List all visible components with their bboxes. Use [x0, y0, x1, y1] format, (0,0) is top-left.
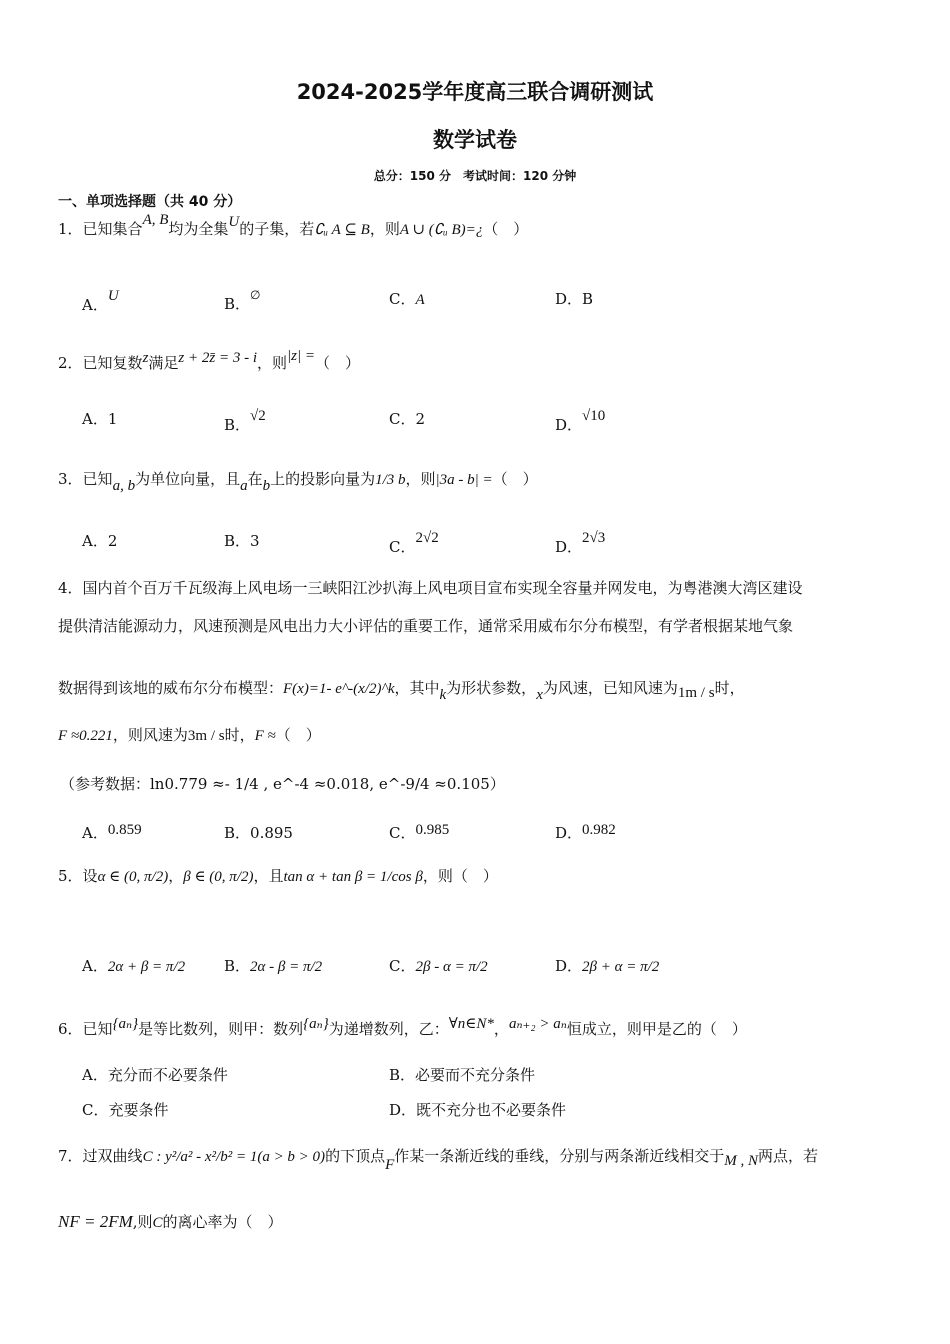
- q2-option-c[interactable]: C．2: [389, 410, 426, 428]
- q3-expression: |3a - b| =: [435, 472, 493, 488]
- question-5: 5．设α ∈ (0, π/2)，β ∈ (0, π/2)，且tan α + tan β = 1/cos β，则（ ）: [58, 867, 498, 885]
- q5-equation: tan α + tan β = 1/cos β: [283, 869, 423, 885]
- q3-option-d[interactable]: D．2√3: [555, 530, 606, 556]
- question-6: 6．已知{aₙ}是等比数列，则甲：数列{aₙ}为递增数列，乙：∀n∈N*，aₙ₊₂ > aₙ恒成立，则甲是乙的（ ）: [58, 1016, 747, 1038]
- q1-option-b[interactable]: B．∅: [224, 288, 261, 313]
- question-4-line-1: 4．国内首个百万千瓦级海上风电场一三峡阳江沙扒海上风电项目宣布实现全容量并网发电，为粤港澳大湾区建设: [58, 579, 803, 597]
- q2-equation: z + 2z̄ = 3 - i: [178, 350, 258, 366]
- q6-option-c[interactable]: C．充要条件: [82, 1101, 169, 1119]
- q3-projection: 1/3 b: [375, 472, 406, 488]
- q2-option-a[interactable]: A．1: [82, 410, 118, 428]
- q3-option-c[interactable]: C．2√2: [389, 530, 439, 556]
- question-3: 3．已知a, b为单位向量，且a在b上的投影向量为1/3 b，则|3a - b| =（ ）: [58, 470, 538, 494]
- q5-option-b[interactable]: B．2α - β = π/2: [224, 957, 323, 975]
- q4-option-c[interactable]: C．0.985: [389, 822, 450, 842]
- question-4-line-4: F ≈0.221，则风速为3m / s时，F ≈（ ）: [58, 726, 321, 744]
- exam-info: 总分：150 分 考试时间：120 分钟: [373, 169, 577, 183]
- q4-option-d[interactable]: D．0.982: [555, 822, 616, 842]
- q4-option-a[interactable]: A．0.859: [82, 822, 142, 842]
- q6-option-d[interactable]: D．既不充分也不必要条件: [389, 1101, 567, 1119]
- question-7-line-2: NF = 2FM,则C的离心率为（ ）: [58, 1212, 283, 1231]
- weibull-model: F(x)=1- e^-(x/2)^k: [283, 681, 395, 697]
- alpha-range: α ∈ (0, π/2): [97, 869, 169, 885]
- q1-option-c[interactable]: C．A: [389, 290, 425, 308]
- q1-number: 1．: [58, 220, 83, 238]
- q1-expression: A ∪ (∁ᵤ B)=¿: [399, 222, 484, 238]
- q2-option-b[interactable]: B．√2: [224, 408, 266, 434]
- exam-title: 2024-2025学年度高三联合调研测试: [296, 80, 654, 104]
- vector-condition: NF = 2FM: [58, 1212, 133, 1231]
- q5-option-c[interactable]: C．2β - α = π/2: [389, 957, 488, 975]
- q2-option-d[interactable]: D．√10: [555, 408, 606, 434]
- q3-option-a[interactable]: A．2: [82, 532, 118, 550]
- question-4-line-2: 提供清洁能源动力，风速预测是风电出力大小评估的重要工作，通常采用威布尔分布模型，有学者根据某地气象: [58, 617, 794, 635]
- subject-title: 数学试卷: [433, 128, 517, 152]
- q1-option-d[interactable]: D．B: [555, 290, 594, 308]
- sequence-an: {aₙ}: [112, 1016, 139, 1032]
- q1-sets: A, B: [142, 212, 169, 228]
- q6-option-a[interactable]: A．充分而不必要条件: [82, 1066, 228, 1084]
- reference-data: （参考数据：ln0.779 ≈- 1/4 , e^-4 ≈0.018, e^-9/4 ≈0.105）: [60, 775, 505, 793]
- q5-option-a[interactable]: A．2α + β = π/2: [82, 957, 186, 975]
- question-1: 1．已知集合A, B均为全集U的子集，若∁ᵤ A ⊆ B，则A ∪ (∁ᵤ B)=¿（ ）: [58, 212, 529, 238]
- q3-option-b[interactable]: B．3: [224, 532, 260, 550]
- question-2: 2．已知复数z满足z + 2z̄ = 3 - i，则|z| =（ ）: [58, 348, 361, 372]
- hyperbola-equation: C : y²/a² - x²/b² = 1(a > b > 0): [142, 1149, 326, 1165]
- beta-range: β ∈ (0, π/2): [183, 869, 254, 885]
- q5-option-d[interactable]: D．2β + α = π/2: [555, 957, 660, 975]
- q1-option-a[interactable]: A．U: [82, 288, 119, 314]
- q6-option-b[interactable]: B．必要而不充分条件: [389, 1066, 536, 1084]
- question-4-line-3: 数据得到该地的威布尔分布模型：F(x)=1- e^-(x/2)^k，其中k为形状参数，x为风速，已知风速为1m / s时，: [58, 679, 745, 703]
- section-heading: 一、单项选择题（共 40 分）: [58, 194, 242, 210]
- q4-option-b[interactable]: B．0.895: [224, 824, 293, 842]
- q1-condition: ∁ᵤ A ⊆ B: [314, 222, 370, 238]
- question-7: 7．过双曲线C : y²/a² - x²/b² = 1(a > b > 0)的下顶点F作某一条渐近线的垂线，分别与两条渐近线相交于M , N两点，若: [58, 1147, 819, 1173]
